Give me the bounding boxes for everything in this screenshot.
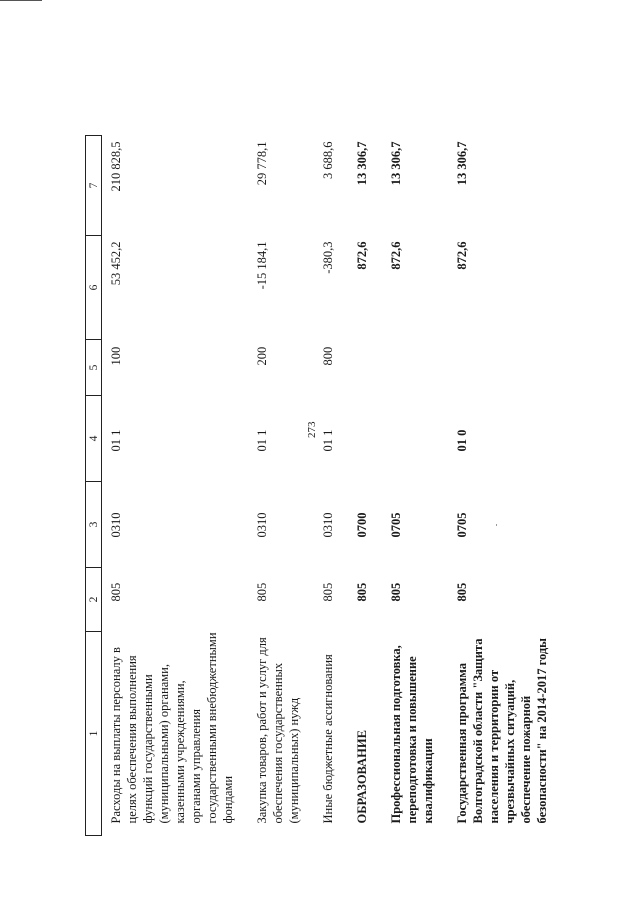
row-total: 13 306,7 xyxy=(389,141,403,186)
row-code: 805 xyxy=(389,582,403,602)
header-col-7: 7 xyxy=(86,136,102,236)
row-change: -380,3 xyxy=(321,241,335,274)
row-expense-type xyxy=(448,340,562,396)
row-code: 805 xyxy=(255,582,269,602)
header-col-2: 2 xyxy=(86,568,102,632)
header-col-3: 3 xyxy=(86,482,102,568)
row-total: 13 306,7 xyxy=(455,141,469,186)
row-target xyxy=(348,396,382,482)
row-section: 0310 xyxy=(109,512,123,538)
header-row xyxy=(86,136,102,836)
row-section: 0700 xyxy=(355,512,369,538)
row-expense-type: 100 xyxy=(109,346,123,366)
row-target xyxy=(382,396,448,482)
row-name: Профессиональная подготовка, переподготовка и повышение квалификации xyxy=(389,645,435,824)
row-code: 805 xyxy=(109,582,123,602)
row-target: 01 0 xyxy=(455,429,469,452)
row-section: 0310 xyxy=(321,512,335,538)
row-name: ОБРАЗОВАНИЕ xyxy=(355,730,369,824)
scan-speck xyxy=(496,524,497,526)
row-section: 0705 xyxy=(455,512,469,538)
header-col-6: 6 xyxy=(86,236,102,340)
table-body xyxy=(102,136,563,836)
row-code: 805 xyxy=(455,582,469,602)
scan-edge-rule xyxy=(0,0,42,1)
row-name: Расходы на выплаты персоналу в целях обеспечения выполнения функций государственными (муниципальными) органами, казенными учреждениями, органами управления государственными внебюджетными фондами xyxy=(109,632,235,824)
row-section: 0310 xyxy=(255,512,269,538)
row-change: -15 184,1 xyxy=(255,241,269,290)
row-name: Закупка товаров, работ и услуг для обеспечения государственных (муниципальных) нужд xyxy=(255,637,301,824)
row-code: 805 xyxy=(355,582,369,602)
row-target: 01 1 xyxy=(109,429,123,452)
row-change: 872,6 xyxy=(389,241,403,270)
row-expense-type: 800 xyxy=(321,346,335,366)
row-section: 0705 xyxy=(389,512,403,538)
row-change: 53 452,2 xyxy=(109,241,123,286)
table-row xyxy=(448,136,562,836)
table-row xyxy=(102,136,249,836)
table-row xyxy=(348,136,382,836)
table-row xyxy=(382,136,448,836)
row-code: 805 xyxy=(321,582,335,602)
row-target: 01 1 xyxy=(321,429,335,452)
row-expense-type xyxy=(348,340,382,396)
rotated-page-content xyxy=(85,136,555,836)
row-total: 13 306,7 xyxy=(355,141,369,186)
row-target: 01 1 xyxy=(255,429,269,452)
page-number: 273 xyxy=(306,421,318,438)
row-total: 210 828,5 xyxy=(109,141,123,192)
row-change: 872,6 xyxy=(355,241,369,270)
table-header xyxy=(86,136,102,836)
table-row xyxy=(314,136,348,836)
header-col-1: 1 xyxy=(86,632,102,836)
row-total: 29 778,1 xyxy=(255,141,269,186)
row-total: 3 688,6 xyxy=(321,141,335,179)
row-expense-type xyxy=(382,340,448,396)
row-name: Иные бюджетные ассигнования xyxy=(321,654,335,824)
row-name: Государственная программа Волгоградской области "Защита населения и территории от чрезвычайных ситуаций, обеспечение пожарной безопасности" на 2014-2017 годы xyxy=(455,638,549,824)
row-change: 872,6 xyxy=(455,241,469,270)
budget-table xyxy=(85,135,562,836)
header-col-5: 5 xyxy=(86,340,102,396)
row-expense-type: 200 xyxy=(255,346,269,366)
header-col-4: 4 xyxy=(86,396,102,482)
table-row xyxy=(248,136,314,836)
